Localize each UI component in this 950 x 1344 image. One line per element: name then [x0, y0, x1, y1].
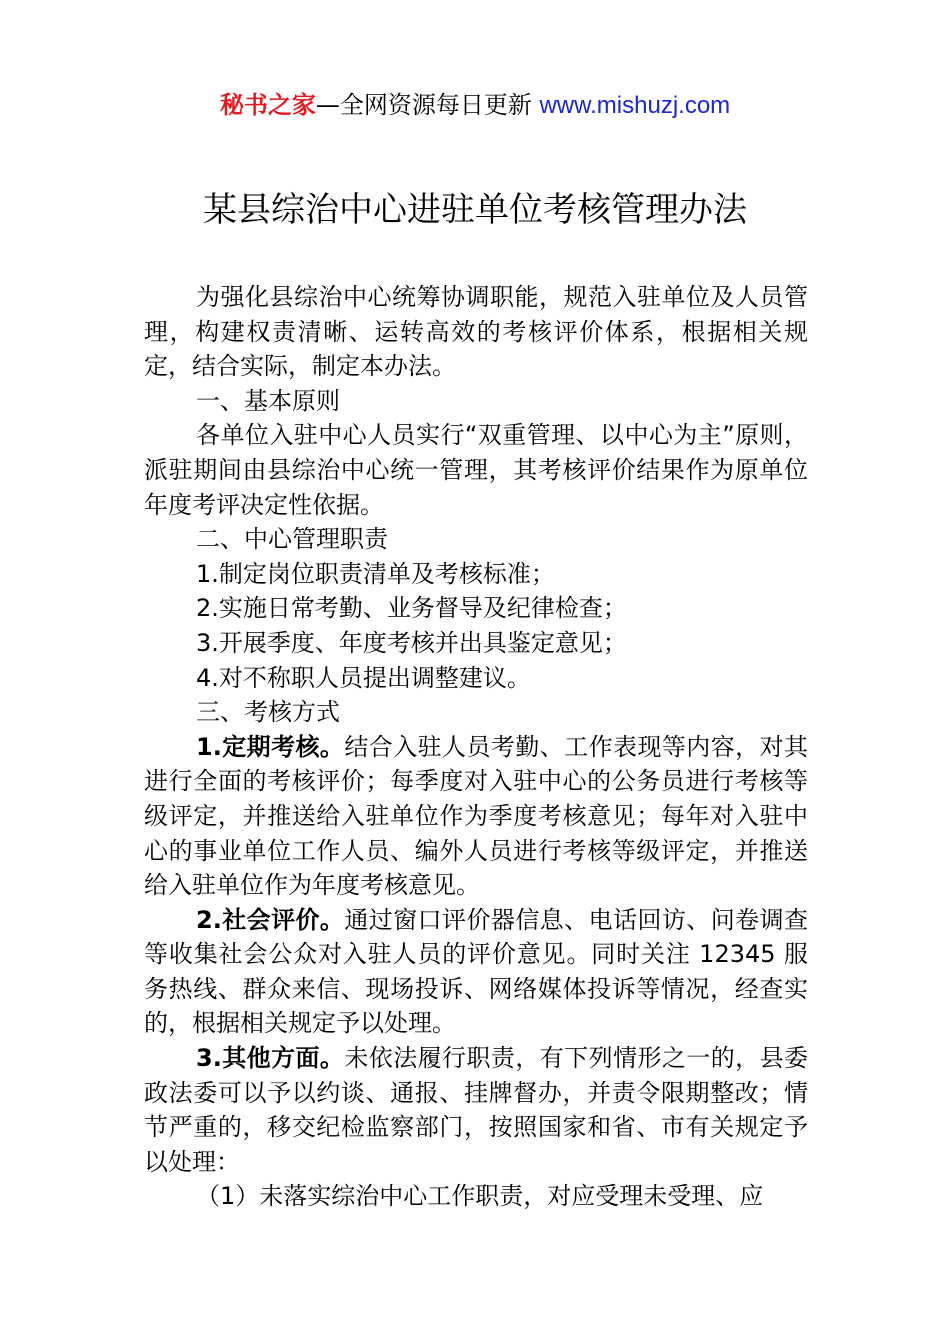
principles-paragraph: 各单位入驻中心人员实行“双重管理、以中心为主”原则，派驻期间由县综治中心统一管理，其考核评价结果作为原单位年度考评决定性依据。: [144, 421, 808, 519]
method-label: 1.定期考核。: [196, 732, 345, 761]
site-url-link[interactable]: www.mishuzj.com: [539, 92, 731, 119]
duty-item: 2.实施日常考勤、业务督导及纪律检查；: [196, 594, 627, 623]
method-paragraph-periodic: [144, 730, 808, 903]
document-title: 某县综治中心进驻单位考核管理办法: [203, 190, 747, 230]
site-header: [0, 88, 950, 123]
method-label: 3.其他方面。: [196, 1044, 345, 1073]
duty-item: 4.对不称职人员提出调整建议。: [196, 663, 531, 692]
method-paragraph-other: [144, 1041, 808, 1179]
duty-item: 3.开展季度、年度考核并出具鉴定意见；: [196, 628, 627, 657]
method-text: 未依法履行职责，有下列情形之一的，县委政法委可以予以约谈、通报、挂牌督办，并责令限期整改；情节严重的，移交纪检监察部门，按照国家和省、市有关规定予以处理：: [144, 1044, 808, 1176]
header-tagline: —全网资源每日更新: [315, 91, 540, 119]
section-heading-principles: 一、基本原则: [196, 386, 340, 415]
intro-paragraph: 为强化县综治中心统筹协调职能，规范入驻单位及人员管理，构建权责清晰、运转高效的考核评价体系，根据相关规定，结合实际，制定本办法。: [144, 283, 808, 381]
method-label: 2.社会评价。: [196, 905, 345, 934]
document-body: [144, 280, 808, 1214]
method-paragraph-social: [144, 903, 808, 1041]
list-item-1: （1）未落实综治中心工作职责，对应受理未受理、应: [196, 1182, 764, 1211]
method-text: 结合入驻人员考勤、工作表现等内容，对其进行全面的考核评价；每季度对入驻中心的公务员进行考核等级评定，并推送给入驻单位作为季度考核意见；每年对入驻中心的事业单位工作人员、编外人员进行考核等级评定，并推送给入驻单位作为年度考核意见。: [144, 732, 808, 900]
section-heading-duties: 二、中心管理职责: [196, 525, 388, 554]
method-text: 通过窗口评价器信息、电话回访、问卷调查等收集社会公众对入驻人员的评价意见。同时关注 12345 服务热线、群众来信、现场投诉、网络媒体投诉等情况，经查实的，根据相关规定予以处理。: [144, 905, 808, 1038]
duty-item: 1.制定岗位职责清单及考核标准；: [196, 559, 555, 588]
brand-name: 秘书之家: [219, 91, 316, 119]
section-heading-methods: 三、考核方式: [196, 698, 340, 727]
